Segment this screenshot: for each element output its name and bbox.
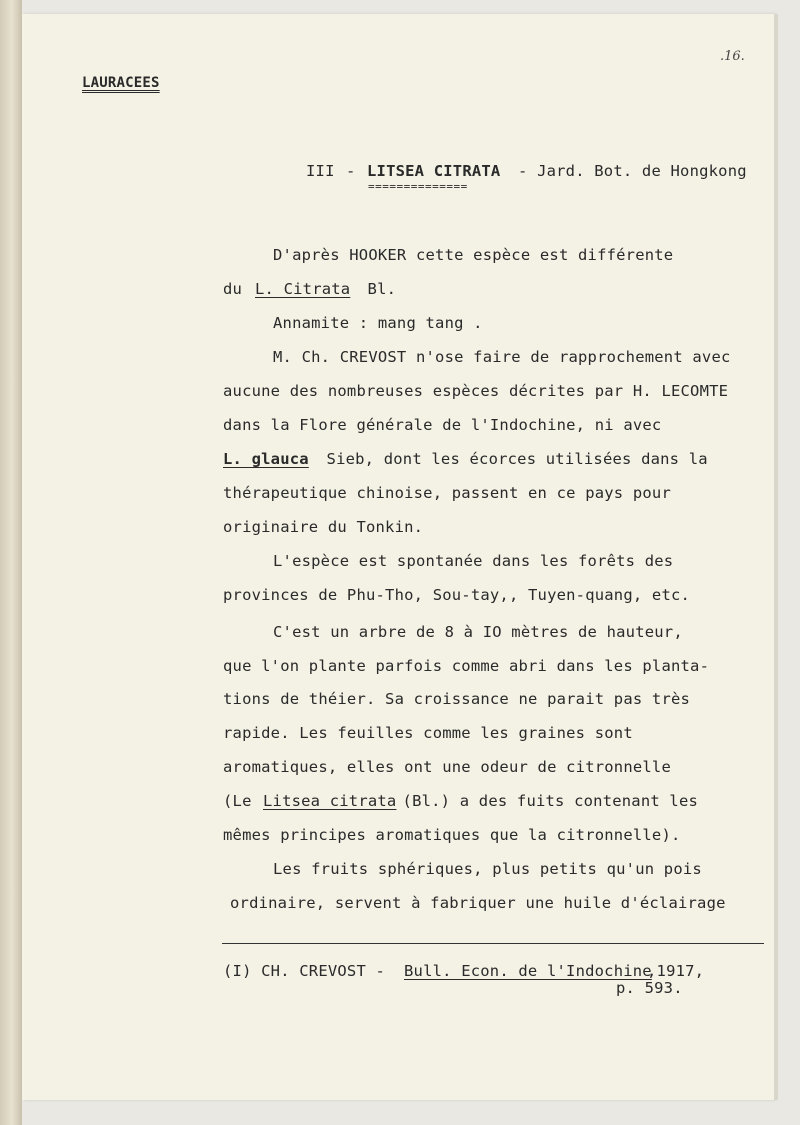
body-line-3: Annamite : mang tang . (273, 314, 483, 332)
footnote-rule (222, 943, 764, 944)
body-line-2c: Bl. (358, 280, 397, 298)
body-line-14: tions de théier. Sa croissance ne parait pas très (223, 690, 691, 708)
page-edge (774, 14, 778, 1100)
body-line-13: que l'on plante parfois comme abri dans les planta- (223, 657, 710, 675)
body-line-18: mêmes principes aromatiques que la citronnelle). (223, 826, 681, 844)
body-line-11: provinces de Phu-Tho, Sou-tay,, Tuyen-quang, etc. (223, 586, 691, 604)
species-name-l-glauca: L. glauca (223, 450, 309, 468)
title-source: - Jard. Bot. de Hongkong (518, 162, 747, 180)
body-line-20: ordinaire, servent à fabriquer une huile d'éclairage (230, 894, 726, 912)
body-line-2a: du (223, 280, 252, 298)
title-dash: - (346, 162, 356, 180)
title-numeral: III (306, 162, 335, 180)
body-line-8: thérapeutique chinoise, passent en ce pays pour (223, 484, 671, 502)
title-species: LITSEA CITRATA (367, 162, 501, 180)
page-number: .16. (720, 49, 745, 64)
footnote-reference: Bull. Econ. de l'Indochine (404, 962, 652, 980)
footnote-pages: p. 593. (616, 979, 683, 997)
body-line-9: originaire du Tonkin. (223, 518, 424, 536)
species-name-l-citrata: L. Citrata (255, 280, 351, 298)
species-name-litsea-citrata: Litsea citrata (263, 792, 397, 810)
section-heading: LAURACEES (82, 75, 160, 91)
footnote-marker: (I) CH. CREVOST - (223, 962, 395, 980)
title-underline: ============== (368, 180, 468, 193)
body-line-19: Les fruits sphériques, plus petits qu'un pois (273, 860, 702, 878)
footnote-year: ,1917, (647, 962, 705, 980)
body-line-17c: (Bl.) a des fuits contenant les (393, 792, 699, 810)
body-line-16: aromatiques, elles ont une odeur de citronnelle (223, 758, 671, 776)
body-line-5: aucune des nombreuses espèces décrites par H. LECOMTE (223, 382, 729, 400)
body-line-1: D'après HOOKER cette espèce est différente (273, 246, 674, 264)
body-line-12: C'est un arbre de 8 à IO mètres de hauteur, (273, 623, 683, 641)
body-line-7b: Sieb, dont les écorces utilisées dans la (317, 450, 708, 468)
body-line-6: dans la Flore générale de l'Indochine, ni avec (223, 416, 662, 434)
body-line-15: rapide. Les feuilles comme les graines sont (223, 724, 633, 742)
book-binding (0, 0, 22, 1125)
body-line-17a: (Le (223, 792, 262, 810)
body-line-4: M. Ch. CREVOST n'ose faire de rapprochement avec (273, 348, 731, 366)
body-line-10: L'espèce est spontanée dans les forêts des (273, 552, 674, 570)
